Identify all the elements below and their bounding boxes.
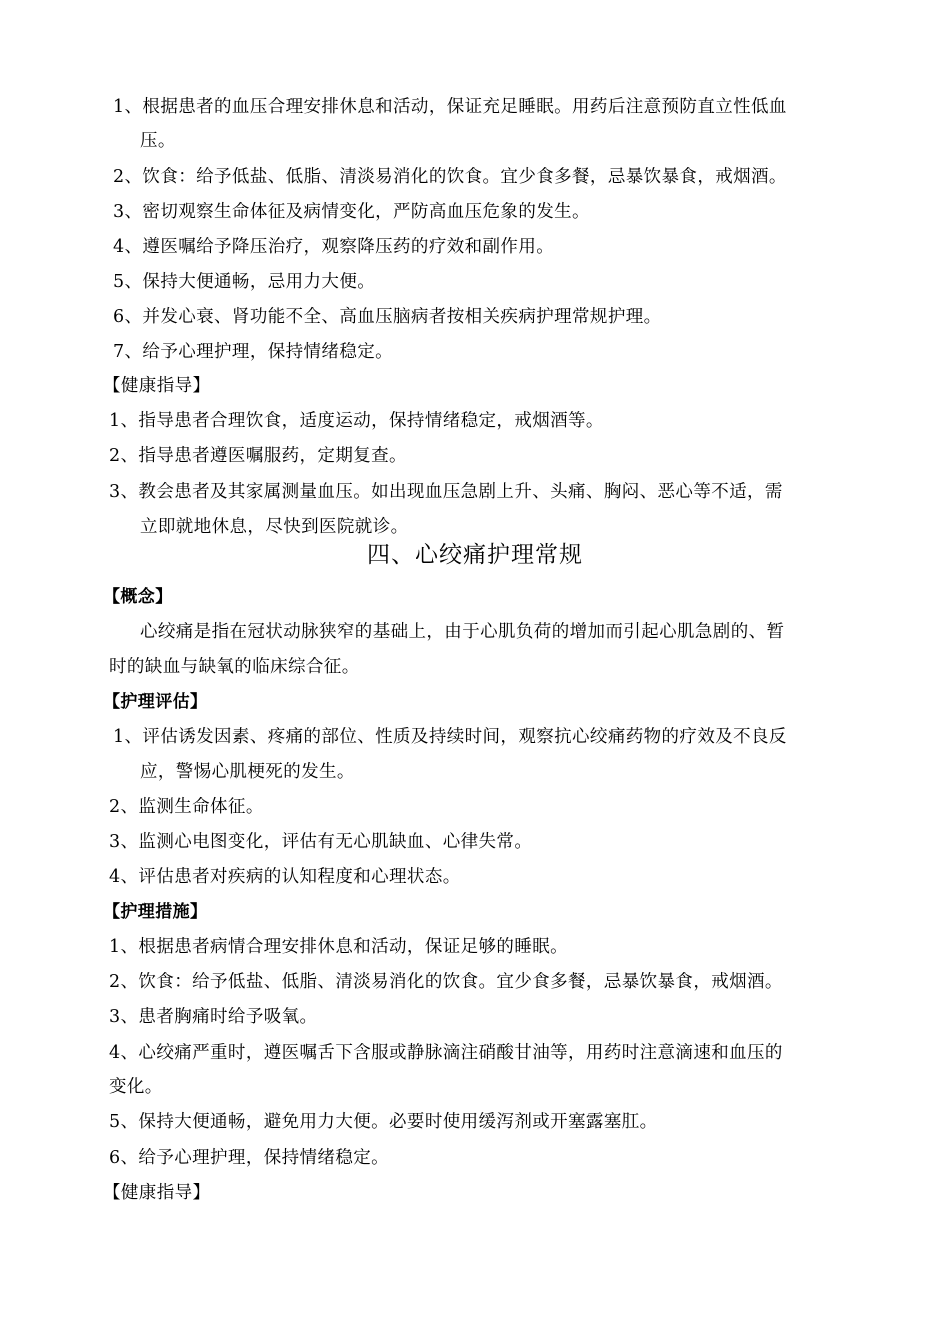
list-item-continuation: 压。 [140,131,176,151]
list-item-continuation: 立即就地休息，尽快到医院就诊。 [140,517,409,537]
paragraph-line: 心绞痛是指在冠状动脉狭窄的基础上，由于心肌负荷的增加而引起心肌急剧的、暂 [140,622,785,642]
list-item: 2、监测生命体征。 [109,797,264,817]
list-item: 3、教会患者及其家属测量血压。如出现血压急剧上升、头痛、胸闷、恶心等不适，需 [109,482,783,502]
list-item: 3、患者胸痛时给予吸氧。 [109,1007,318,1027]
list-item-continuation: 应，警惕心肌梗死的发生。 [140,762,355,782]
list-item: 4、遵医嘱给予降压治疗，观察降压药的疗效和副作用。 [113,237,555,257]
list-item: 7、给予心理护理，保持情绪稳定。 [113,342,394,362]
list-item: 1、根据患者病情合理安排休息和活动，保证足够的睡眠。 [109,937,569,957]
paragraph-line: 时的缺血与缺氧的临床综合征。 [109,657,360,677]
section-heading: 【护理评估】 [103,692,208,712]
page-title: 四、心绞痛护理常规 [367,542,583,568]
list-item: 2、饮食：给予低盐、低脂、清淡易消化的饮食。宜少食多餐，忌暴饮暴食，戒烟酒。 [109,972,783,992]
list-item: 2、饮食：给予低盐、低脂、清淡易消化的饮食。宜少食多餐，忌暴饮暴食，戒烟酒。 [113,167,787,187]
list-item: 2、指导患者遵医嘱服药，定期复查。 [109,446,407,466]
list-item: 1、评估诱发因素、疼痛的部位、性质及持续时间，观察抗心绞痛药物的疗效及不良反 [113,727,787,747]
list-item: 6、给予心理护理，保持情绪稳定。 [109,1148,390,1168]
list-item-continuation: 变化。 [109,1077,163,1097]
list-item: 1、指导患者合理饮食，适度运动，保持情绪稳定，戒烟酒等。 [109,411,604,431]
list-item: 3、密切观察生命体征及病情变化，严防高血压危象的发生。 [113,202,590,222]
list-item: 4、心绞痛严重时，遵医嘱舌下含服或静脉滴注硝酸甘油等，用药时注意滴速和血压的 [109,1043,783,1063]
list-item: 6、并发心衰、肾功能不全、高血压脑病者按相关疾病护理常规护理。 [113,307,662,327]
list-item: 5、保持大便通畅，避免用力大便。必要时使用缓泻剂或开塞露塞肛。 [109,1112,658,1132]
section-heading: 【健康指导】 [103,1183,211,1203]
section-heading: 【概念】 [103,587,173,607]
section-heading: 【健康指导】 [103,376,211,396]
list-item: 1、根据患者的血压合理安排休息和活动，保证充足睡眠。用药后注意预防直立性低血 [113,97,787,117]
list-item: 3、监测心电图变化，评估有无心肌缺血、心律失常。 [109,832,533,852]
list-item: 4、评估患者对疾病的认知程度和心理状态。 [109,867,461,887]
list-item: 5、保持大便通畅，忌用力大便。 [113,272,376,292]
section-heading: 【护理措施】 [103,902,208,922]
